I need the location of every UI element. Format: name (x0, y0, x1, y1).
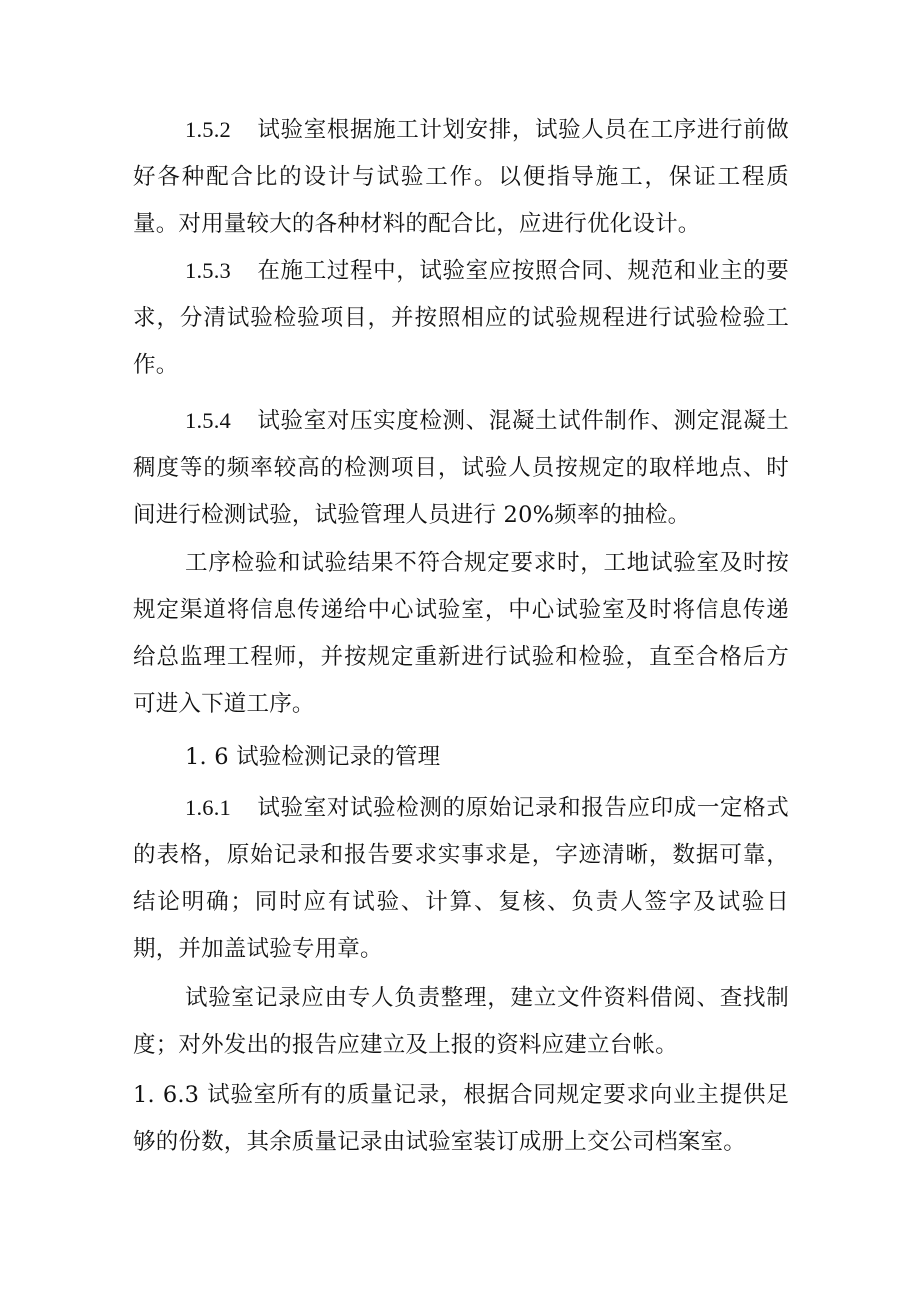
section-number: 1.5.3 (185, 258, 231, 283)
paragraph-process-inspection (133, 540, 789, 728)
paragraph-1-5-4 (133, 397, 789, 539)
paragraph-1-5-3 (133, 247, 789, 389)
paragraph-1-6-1 (133, 784, 789, 973)
paragraph-1-6-3 (133, 1072, 789, 1166)
paragraph-text: 在施工过程中，试验室应按照合同、规范和业主的要求，分清试验检验项目，并按照相应的试验规程进行试验检验工作。 (133, 258, 789, 378)
paragraph-text: 工序检验和试验结果不符合规定要求时，工地试验室及时按规定渠道将信息传递给中心试验室，中心试验室及时将信息传递给总监理工程师，并按规定重新进行试验和检验，直至合格后方可进入下道工序。 (133, 550, 789, 717)
paragraph-text: 试验室记录应由专人负责整理，建立文件资料借阅、查找制度；对外发出的报告应建立及上报的资料应建立台帐。 (133, 985, 789, 1058)
paragraph-text: 1. 6.3 试验室所有的质量记录，根据合同规定要求向业主提供足够的份数，其余质量记录由试验室装订成册上交公司档案室。 (133, 1082, 789, 1155)
section-number: 1.6.1 (185, 795, 231, 820)
paragraph-1-5-2 (133, 106, 789, 248)
paragraph-text: 试验室对试验检测的原始记录和报告应印成一定格式的表格，原始记录和报告要求实事求是，字迹清晰，数据可靠，结论明确；同时应有试验、计算、复核、负责人签字及试验日期，并加盖试验专用章。 (133, 795, 789, 962)
heading-text: 1. 6 试验检测记录的管理 (185, 744, 441, 770)
section-number: 1.5.2 (185, 117, 231, 142)
section-heading-1-6 (133, 734, 789, 781)
section-number: 1.5.4 (185, 408, 231, 433)
paragraph-text: 试验室根据施工计划安排，试验人员在工序进行前做好各种配合比的设计与试验工作。以便指导施工，保证工程质量。对用量较大的各种材料的配合比，应进行优化设计。 (133, 117, 789, 237)
paragraph-records-management (133, 975, 789, 1069)
paragraph-text: 试验室对压实度检测、混凝土试件制作、测定混凝土稠度等的频率较高的检测项目，试验人员按规定的取样地点、时间进行检测试验，试验管理人员进行 20%频率的抽检。 (133, 408, 789, 528)
